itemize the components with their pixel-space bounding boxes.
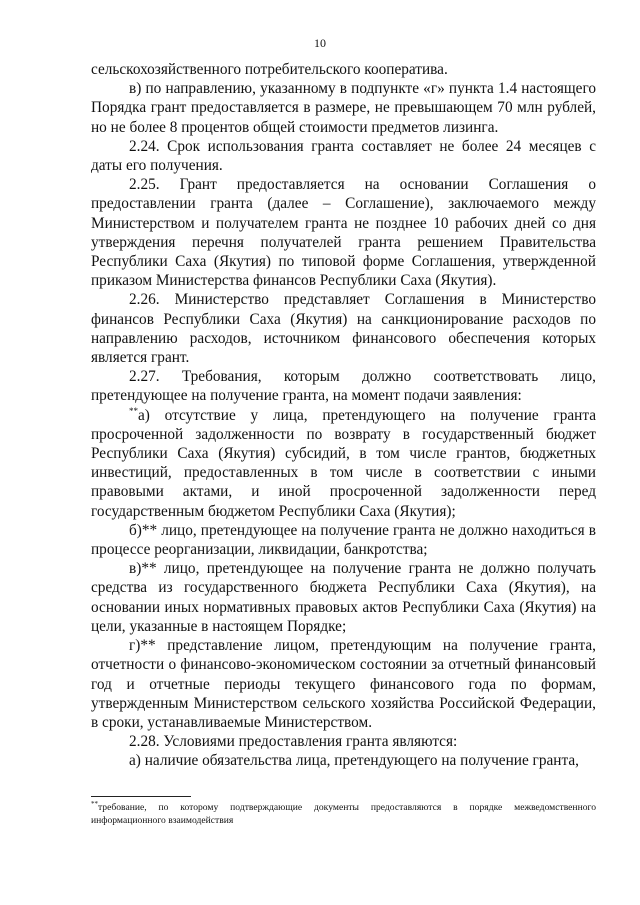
footnote-text: требование, по которому подтверждающие документы предоставляются в порядке межведомственного информационного взаимодействия xyxy=(91,802,596,826)
item-a-footnote-mark: ** xyxy=(129,405,138,416)
paragraph-2-25: 2.25. Грант предоставляется на основании Соглашения о предоставлении гранта (далее – Соглашение), заключаемого между Министерством и получателем гранта не позднее 10 рабочих дней со дня утверждения перечня получателей гранта решением Правительства Республики Саха (Якутия) по типовой форме Соглашения, утвержденной приказом Министерства финансов Республики Саха (Якутия). xyxy=(91,176,596,290)
document-body xyxy=(91,60,596,771)
item-a-text: а) отсутствие у лица, претендующего на получение гранта просроченной задолженности по возврату в государственный бюджет Республики Саха (Якутия) субсидий, в том числе грантов, бюджетных инвестиций, предоставленных в том числе в соответствии с иными правовыми актами, и иной просроченной задолженности перед государственным бюджетом Республики Саха (Якутия); xyxy=(91,406,596,520)
paragraph-grant-leasing: в) по направлению, указанному в подпункте «г» пункта 1.4 настоящего Порядка грант предоставляется в размере, не превышающем 70 млн рублей, но не более 8 процентов общей стоимости предметов лизинга. xyxy=(91,80,596,136)
paragraph-item-a xyxy=(91,406,596,521)
paragraph-item-b: б)** лицо, претендующее на получение гранта не должно находиться в процессе реорганизации, ликвидации, банкротства; xyxy=(91,521,596,559)
footnote xyxy=(91,801,596,827)
paragraph-2-24: 2.24. Срок использования гранта составляет не более 24 месяцев с даты его получения. xyxy=(91,137,596,175)
paragraph-continuation: сельскохозяйственного потребительского кооператива. xyxy=(91,61,448,78)
footnote-separator xyxy=(91,796,191,797)
paragraph-item-g: г)** представление лицом, претендующим на получение гранта, отчетности о финансово-экономическом состоянии за отчетный финансовый год и отчетные периоды текущего финансового года по формам, утвержденным Министерством сельского хозяйства Российской Федерации, в сроки, устанавливаемые Министерством. xyxy=(91,637,596,731)
paragraph-condition-a: а) наличие обязательства лица, претендующего на получение гранта, xyxy=(129,752,579,770)
paragraph-2-26: 2.26. Министерство представляет Соглашения в Министерство финансов Республики Саха (Якутия) на санкционирование расходов по направлению расходов, источником финансового обеспечения которых является грант. xyxy=(91,291,596,367)
page-number: 10 xyxy=(314,36,326,50)
paragraph-item-v: в)** лицо, претендующее на получение гранта не должно получать средства из государственного бюджета Республики Саха (Якутия), на основании иных нормативных правовых актов Республики Саха (Якутия) на цели, указанные в настоящем Порядке; xyxy=(91,560,596,635)
paragraph-2-28: 2.28. Условиями предоставления гранта являются: xyxy=(129,733,458,751)
paragraph-2-27: 2.27. Требования, которым должно соответствовать лицо, претендующее на получение гранта, на момент подачи заявления: xyxy=(91,368,596,405)
footnote-mark: ** xyxy=(91,799,98,808)
